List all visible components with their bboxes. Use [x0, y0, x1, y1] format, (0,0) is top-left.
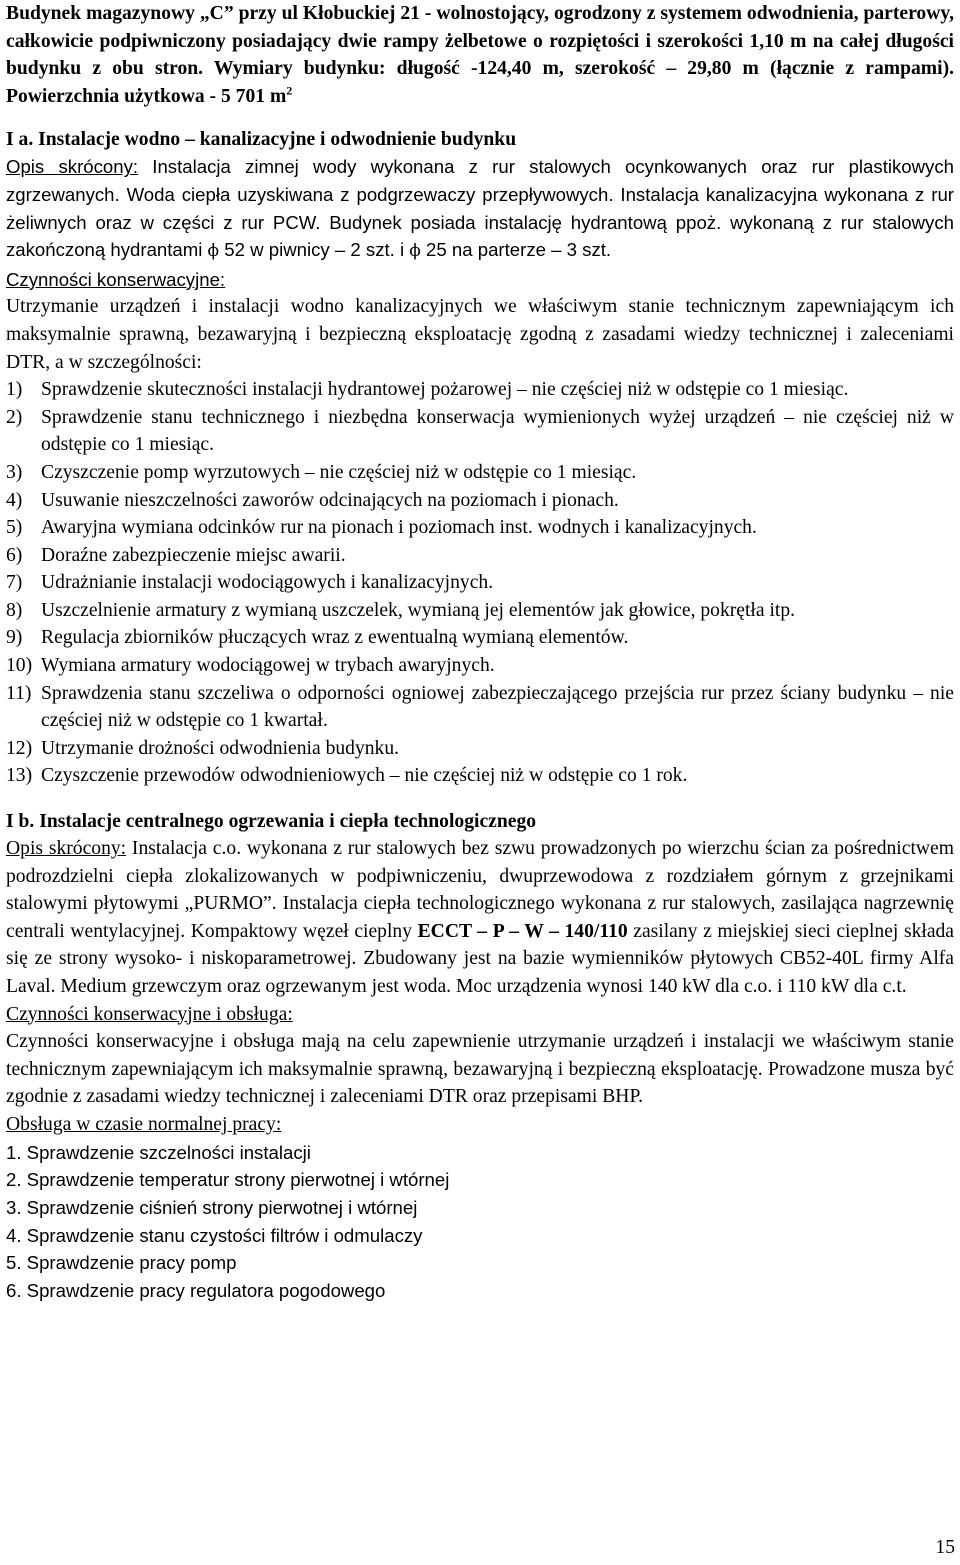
czynnosci-label-b: Czynności konserwacyjne i obsługa: — [6, 1003, 293, 1025]
section-b-description: Opis skrócony: Instalacja c.o. wykonana z rur stalowych bez szwu prowadzonych po wierzchu ścian za pośrednictwem podrozdzielni ciepła zlokalizowanych w podpiwniczeniu, dwuprzewodowa z rozdziałem górnym z grzejnikami stalowymi płytowymi „PURMO”. Instalacja ciepła technologicznego wykonana z rur stalowych, zasilająca nagrzewnię centrali wentylacyjnej. Kompaktowy węzeł cieplny ECCT – P – W – 140/110 zasilany z miejskiej sieci cieplnej składa się ze strony wysoko- i niskoparametrowej. Zbudowany jest na bazie wymienników płytowych CB52-40L firmy Alfa Laval. Medium grzewczym oraz ogrzewanym jest woda. Moc urządzenia wynosi 140 kW dla c.o. i 110 kW dla c.t. — [6, 838, 955, 997]
phi-symbol: ϕ — [207, 241, 220, 262]
list-item: 4) Usuwanie nieszczelności zaworów odcinających na poziomach i pionach. — [6, 489, 619, 511]
czynnosci-intro-a: Utrzymanie urządzeń i instalacji wodno kanalizacyjnych we właściwym stanie technicznym zapewniającym ich maksymalnie sprawną, bezawaryjną i bezpieczną eksploatację zgodną z zasadami wiedzy technicznej i zaleceniami DTR, a w szczególności: — [6, 296, 954, 373]
czynnosci-label-a: Czynności konserwacyjne: — [6, 268, 226, 290]
section-b-title: I b. Instalacje centralnego ogrzewania i ciepła technologicznego — [6, 811, 537, 833]
list-item: 13) Czyszczenie przewodów odwodnieniowych – nie częściej niż w odstępie co 1 rok. — [6, 765, 688, 787]
list-item: 3. Sprawdzenie ciśnień strony pierwotnej i wtórnej — [6, 1196, 418, 1218]
list-item: 1. Sprawdzenie szczelności instalacji — [6, 1141, 311, 1163]
czynnosci-text-b: Czynności konserwacyjne i obsługa mają na celu zapewnienie utrzymanie urządzeń i instalacji we właściwym stanie technicznym zapewniającym ich maksymalnie sprawną, bezawaryjną i bezpieczną eksploatację. Prowadzone musza być zgodnie z zasadami wiedzy technicznej i zaleceniami DTR oraz przepisami BHP. — [6, 1031, 954, 1108]
section-a-title: I a. Instalacje wodno – kanalizacyjne i odwodnienie budynku — [6, 129, 517, 151]
obsluga-list — [6, 1139, 954, 1305]
list-item: 6) Doraźne zabezpieczenie miejsc awarii. — [6, 544, 346, 566]
list-item: 2) Sprawdzenie stanu technicznego i niezbędna konserwacja wymienionych wyżej urządzeń – nie częściej niż w odstępie co 1 miesiąc. — [6, 406, 954, 456]
phi-symbol: ϕ — [409, 241, 421, 262]
list-item: 12) Utrzymanie drożności odwodnienia budynku. — [6, 737, 400, 759]
list-item: 7) Udrażnianie instalacji wodociągowych i kanalizacyjnych. — [6, 572, 494, 594]
list-item: 4. Sprawdzenie stanu czystości filtrów i odmulaczy — [6, 1224, 423, 1246]
list-item: 3) Czyszczenie pomp wyrzutowych – nie częściej niż w odstępie co 1 miesiąc. — [6, 461, 637, 483]
list-item: 9) Regulacja zbiorników płuczących wraz z ewentualną wymianą elementów. — [6, 627, 629, 649]
maintenance-list-a — [6, 376, 954, 790]
list-item: 6. Sprawdzenie pracy regulatora pogodowego — [6, 1280, 386, 1302]
obsluga-label: Obsługa w czasie normalnej pracy: — [6, 1113, 282, 1135]
node-model: ECCT – P – W – 140/110 — [417, 920, 628, 942]
page-number: 15 — [935, 1537, 955, 1558]
opis-label-b: Opis skrócony: — [6, 838, 127, 860]
list-item: 5. Sprawdzenie pracy pomp — [6, 1252, 237, 1274]
list-item: 8) Uszczelnienie armatury z wymianą uszczelek, wymianą jej elementów jak głowice, pokrętła itp. — [6, 599, 796, 621]
list-item: 10) Wymiana armatury wodociągowej w trybach awaryjnych. — [6, 655, 495, 677]
list-item: 2. Sprawdzenie temperatur strony pierwotnej i wtórnej — [6, 1169, 450, 1191]
intro-paragraph: Budynek magazynowy „C” przy ul Kłobuckiej 21 - wolnostojący, ogrodzony z systemem odwodnienia, parterowy, całkowicie podpiwniczony posiadający dwie rampy żelbetowe o rozpiętości i szerokości 1,10 m na całej długości budynku z obu stron. Wymiary budynku: długość -124,40 m, szerokość – 29,80 m (łącznie z rampami). Powierzchnia użytkowa - 5 701 $m^2$ — [6, 3, 954, 107]
section-a-description: Opis skrócony: Instalacja zimnej wody wykonana z rur stalowych ocynkowanych oraz rur plastikowych zgrzewanych. Woda ciepła uzyskiwana z podgrzewaczy przepływowych. Instalacja kanalizacyjna wykonana z rur żeliwnych oraz w części z rur PCW. Budynek posiada instalację hydrantową ppoż. wykonaną z rur stalowych zakończoną hydrantami ϕ 52 w piwnicy – 2 szt. i ϕ 25 na parterze – 3 szt. — [6, 156, 954, 262]
list-item: 5) Awaryjna wymiana odcinków rur na pionach i poziomach inst. wodnych i kanalizacyjnych. — [6, 517, 757, 539]
opis-label-a: Opis skrócony: — [6, 156, 139, 178]
superscript-2: 2 — [286, 83, 293, 98]
list-item: 11) Sprawdzenia stanu szczeliwa o odporności ogniowej zabezpieczającego przejścia rur przez ściany budynku – nie częściej niż w odstępie co 1 kwartał. — [6, 682, 954, 732]
list-item: 1) Sprawdzenie skuteczności instalacji hydrantowej pożarowej – nie częściej niż w odstępie co 1 miesiąc. — [6, 379, 849, 401]
